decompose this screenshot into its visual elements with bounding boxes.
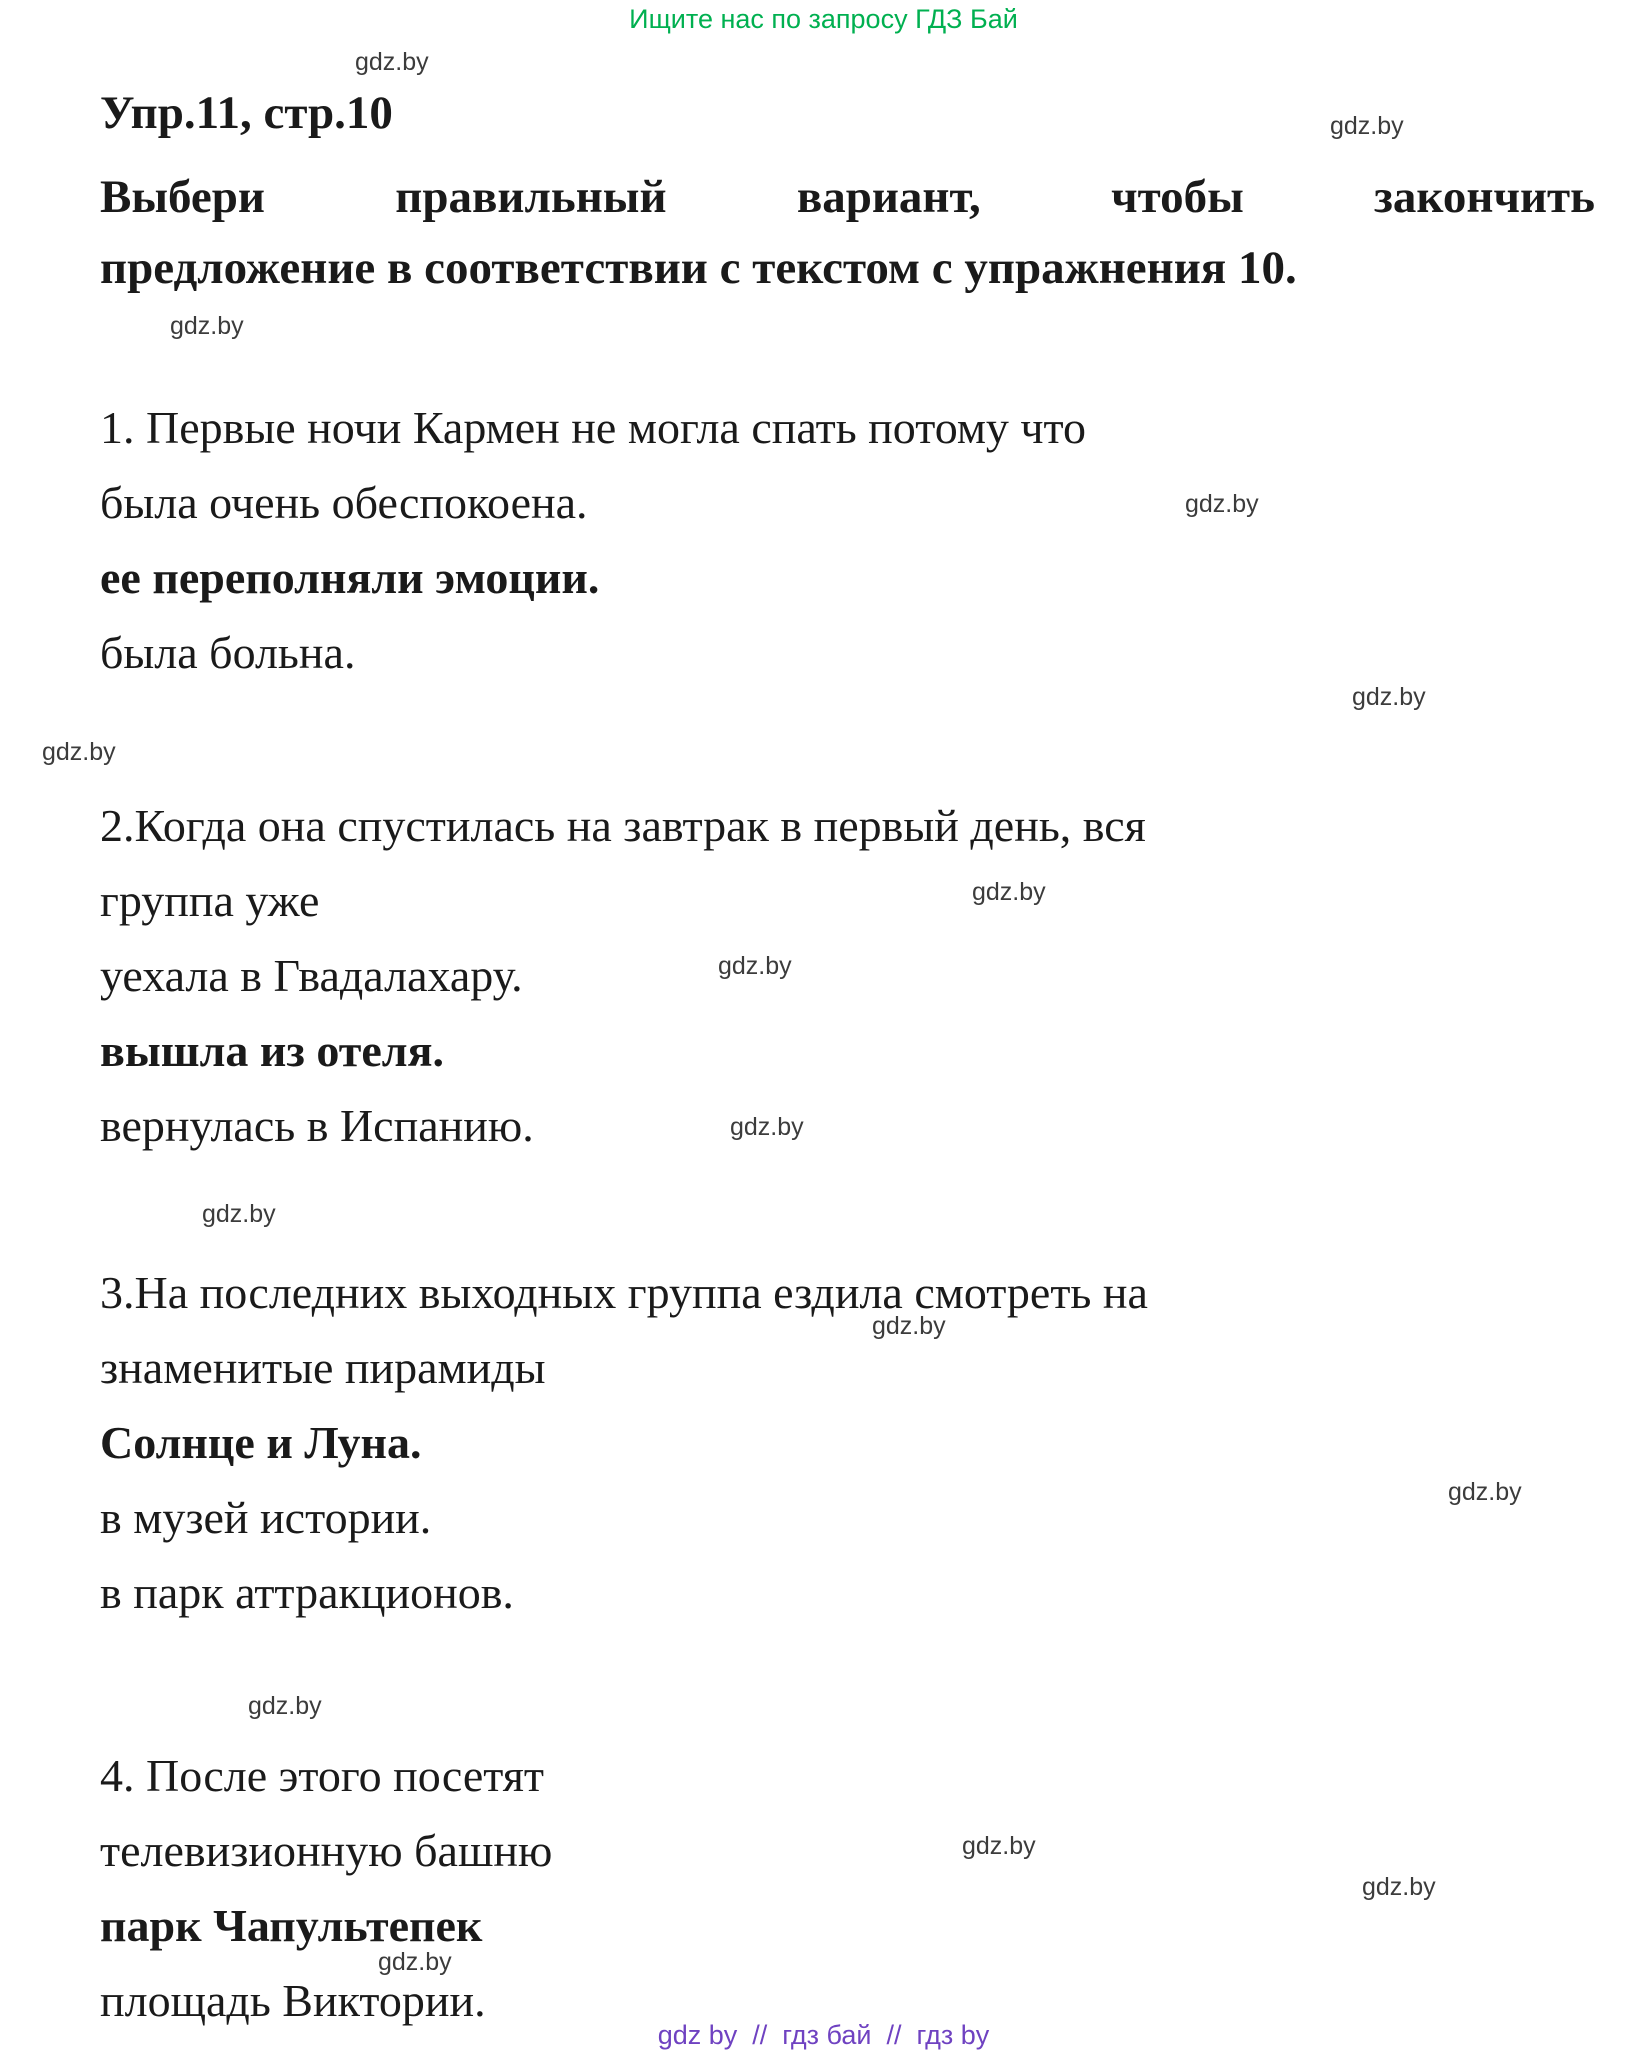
instruction-line: Выбери правильный вариант, чтобы закончить <box>100 171 1595 223</box>
gdz-watermark: gdz.by <box>170 312 244 340</box>
option-line: была больна. <box>100 627 356 678</box>
gdz-watermark: gdz.by <box>202 1200 276 1228</box>
item-stem: знаменитые пирамиды <box>100 1342 546 1393</box>
option-line-correct: Солнце и Луна. <box>100 1417 422 1468</box>
gdz-watermark: gdz.by <box>1185 490 1259 518</box>
gdz-watermark: gdz.by <box>1330 112 1404 140</box>
gdz-watermark: gdz.by <box>248 1692 322 1720</box>
gdz-watermark: gdz.by <box>730 1113 804 1141</box>
option-line: в музей истории. <box>100 1492 432 1543</box>
gdz-watermark: gdz.by <box>972 878 1046 906</box>
option-line: уехала в Гвадалахару. <box>100 950 523 1001</box>
item-stem: 2.Когда она спустилась на завтрак в первый день, вся <box>100 800 1146 851</box>
page-title: Упр.11, стр.10 <box>100 87 393 139</box>
gdz-watermark: gdz.by <box>1448 1478 1522 1506</box>
option-line: вернулась в Испанию. <box>100 1100 534 1151</box>
top-banner-text: Ищите нас по запросу ГДЗ Бай <box>629 4 1018 34</box>
exercise-item-1 <box>100 390 1600 690</box>
option-line: телевизионную башню <box>100 1825 553 1876</box>
instruction-line: предложение в соответствии с текстом с упражнения 10. <box>100 242 1297 294</box>
option-line: в парк аттракционов. <box>100 1567 514 1618</box>
item-stem: группа уже <box>100 875 320 926</box>
exercise-item-2 <box>100 788 1600 1163</box>
option-line-correct: парк Чапультепек <box>100 1900 483 1951</box>
option-line-correct: ее переполняли эмоции. <box>100 552 600 603</box>
option-line-correct: вышла из отеля. <box>100 1025 444 1076</box>
item-stem: 1. Первые ночи Кармен не могла спать потому что <box>100 402 1087 453</box>
gdz-watermark: gdz.by <box>718 952 792 980</box>
gdz-watermark: gdz.by <box>378 1948 452 1976</box>
exercise-item-3 <box>100 1255 1600 1630</box>
item-stem: 4. После этого посетят <box>100 1750 545 1801</box>
option-line: была очень обеспокоена. <box>100 477 588 528</box>
footer-text: gdz by // гдз бай // гдз by <box>657 2020 990 2050</box>
gdz-watermark: gdz.by <box>1362 1873 1436 1901</box>
gdz-watermark: gdz.by <box>962 1832 1036 1860</box>
gdz-watermark: gdz.by <box>872 1312 946 1340</box>
item-stem: 3.На последних выходных группа ездила смотреть на <box>100 1267 1148 1318</box>
option-line: площадь Виктории. <box>100 1975 486 2026</box>
instruction-text <box>100 162 1595 304</box>
gdz-watermark: gdz.by <box>355 48 429 76</box>
gdz-watermark: gdz.by <box>42 738 116 766</box>
gdz-watermark: gdz.by <box>1352 683 1426 711</box>
